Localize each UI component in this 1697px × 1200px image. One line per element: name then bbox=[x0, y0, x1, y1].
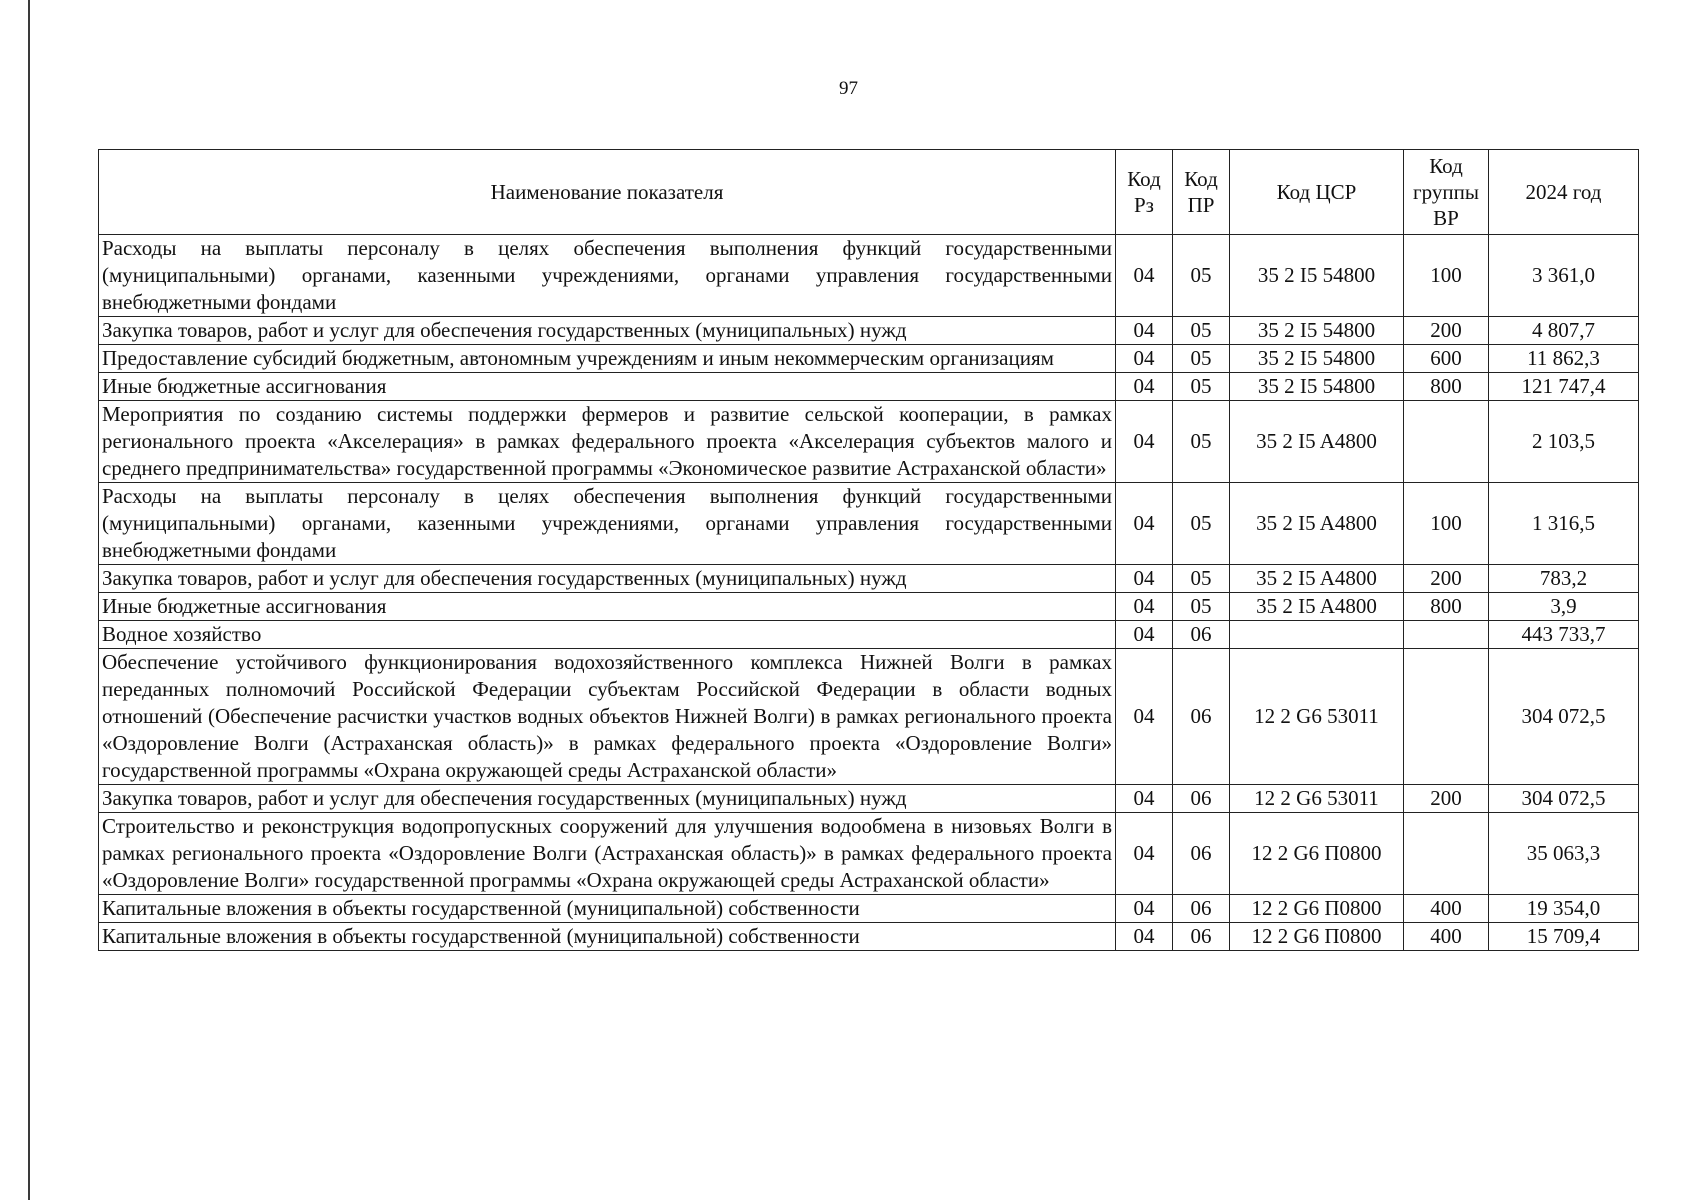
amount-2024: 15 709,4 bbox=[1489, 923, 1639, 951]
code-rz: 04 bbox=[1116, 565, 1173, 593]
code-vr: 200 bbox=[1404, 317, 1489, 345]
code-vr: 800 bbox=[1404, 373, 1489, 401]
code-pr: 05 bbox=[1173, 317, 1230, 345]
header-pr: Код ПР bbox=[1173, 150, 1230, 235]
amount-2024: 1 316,5 bbox=[1489, 483, 1639, 565]
code-csr: 35 2 I5 A4800 bbox=[1230, 593, 1404, 621]
code-vr: 200 bbox=[1404, 565, 1489, 593]
code-csr: 35 2 I5 54800 bbox=[1230, 373, 1404, 401]
code-csr: 35 2 I5 A4800 bbox=[1230, 483, 1404, 565]
indicator-name: Водное хозяйство bbox=[99, 621, 1116, 649]
code-rz: 04 bbox=[1116, 785, 1173, 813]
code-vr bbox=[1404, 621, 1489, 649]
code-pr: 06 bbox=[1173, 923, 1230, 951]
code-rz: 04 bbox=[1116, 373, 1173, 401]
indicator-name: Строительство и реконструкция водопропускных сооружений для улучшения водообмена в низовьях Волги в рамках регионального проекта «Оздоровление Волги (Астраханская область)» в рамках федерального проекта «Оздоровление Волги» государственной программы «Охрана окружающей среды Астраханской области» bbox=[99, 813, 1116, 895]
indicator-name: Мероприятия по созданию системы поддержки фермеров и развитие сельской кооперации, в рамках регионального проекта «Акселерация» в рамках федерального проекта «Акселерация субъектов малого и среднего предпринимательства» государственной программы «Экономическое развитие Астраханской области» bbox=[99, 401, 1116, 483]
code-vr bbox=[1404, 649, 1489, 785]
code-vr: 200 bbox=[1404, 785, 1489, 813]
code-csr: 35 2 I5 A4800 bbox=[1230, 565, 1404, 593]
amount-2024: 3,9 bbox=[1489, 593, 1639, 621]
table-row bbox=[99, 895, 1639, 923]
code-csr bbox=[1230, 621, 1404, 649]
header-name: Наименование показателя bbox=[99, 150, 1116, 235]
table-row bbox=[99, 813, 1639, 895]
code-pr: 06 bbox=[1173, 813, 1230, 895]
table-row bbox=[99, 345, 1639, 373]
header-rz: Код Рз bbox=[1116, 150, 1173, 235]
code-rz: 04 bbox=[1116, 593, 1173, 621]
indicator-name: Расходы на выплаты персоналу в целях обеспечения выполнения функций государственными (муниципальными) органами, казенными учреждениями, органами управления государственными внебюджетными фондами bbox=[99, 235, 1116, 317]
amount-2024: 2 103,5 bbox=[1489, 401, 1639, 483]
code-vr: 400 bbox=[1404, 895, 1489, 923]
code-pr: 06 bbox=[1173, 621, 1230, 649]
amount-2024: 4 807,7 bbox=[1489, 317, 1639, 345]
code-pr: 06 bbox=[1173, 895, 1230, 923]
code-vr: 100 bbox=[1404, 483, 1489, 565]
amount-2024: 19 354,0 bbox=[1489, 895, 1639, 923]
code-rz: 04 bbox=[1116, 317, 1173, 345]
indicator-name: Расходы на выплаты персоналу в целях обеспечения выполнения функций государственными (муниципальными) органами, казенными учреждениями, органами управления государственными внебюджетными фондами bbox=[99, 483, 1116, 565]
code-pr: 06 bbox=[1173, 649, 1230, 785]
amount-2024: 3 361,0 bbox=[1489, 235, 1639, 317]
code-csr: 35 2 I5 54800 bbox=[1230, 317, 1404, 345]
amount-2024: 443 733,7 bbox=[1489, 621, 1639, 649]
code-vr bbox=[1404, 401, 1489, 483]
code-rz: 04 bbox=[1116, 813, 1173, 895]
code-rz: 04 bbox=[1116, 895, 1173, 923]
code-pr: 05 bbox=[1173, 593, 1230, 621]
header-year: 2024 год bbox=[1489, 150, 1639, 235]
header-row bbox=[99, 150, 1639, 235]
table-row bbox=[99, 401, 1639, 483]
code-csr: 12 2 G6 П0800 bbox=[1230, 923, 1404, 951]
indicator-name: Иные бюджетные ассигнования bbox=[99, 593, 1116, 621]
code-pr: 05 bbox=[1173, 235, 1230, 317]
code-rz: 04 bbox=[1116, 923, 1173, 951]
code-csr: 35 2 I5 54800 bbox=[1230, 345, 1404, 373]
code-pr: 05 bbox=[1173, 565, 1230, 593]
indicator-name: Закупка товаров, работ и услуг для обеспечения государственных (муниципальных) нужд bbox=[99, 317, 1116, 345]
code-rz: 04 bbox=[1116, 621, 1173, 649]
code-rz: 04 bbox=[1116, 401, 1173, 483]
code-vr: 400 bbox=[1404, 923, 1489, 951]
indicator-name: Закупка товаров, работ и услуг для обеспечения государственных (муниципальных) нужд bbox=[99, 565, 1116, 593]
code-pr: 05 bbox=[1173, 401, 1230, 483]
code-rz: 04 bbox=[1116, 345, 1173, 373]
code-csr: 35 2 I5 A4800 bbox=[1230, 401, 1404, 483]
code-vr: 800 bbox=[1404, 593, 1489, 621]
amount-2024: 783,2 bbox=[1489, 565, 1639, 593]
page-number: 97 bbox=[839, 78, 858, 99]
code-pr: 05 bbox=[1173, 345, 1230, 373]
code-csr: 12 2 G6 П0800 bbox=[1230, 895, 1404, 923]
code-vr: 600 bbox=[1404, 345, 1489, 373]
table-row bbox=[99, 235, 1639, 317]
amount-2024: 304 072,5 bbox=[1489, 785, 1639, 813]
amount-2024: 35 063,3 bbox=[1489, 813, 1639, 895]
budget-table bbox=[98, 149, 1639, 951]
indicator-name: Закупка товаров, работ и услуг для обеспечения государственных (муниципальных) нужд bbox=[99, 785, 1116, 813]
code-csr: 12 2 G6 П0800 bbox=[1230, 813, 1404, 895]
code-rz: 04 bbox=[1116, 649, 1173, 785]
table-header bbox=[99, 150, 1639, 235]
table-row bbox=[99, 565, 1639, 593]
amount-2024: 11 862,3 bbox=[1489, 345, 1639, 373]
table-row bbox=[99, 483, 1639, 565]
table-row bbox=[99, 649, 1639, 785]
code-vr bbox=[1404, 813, 1489, 895]
code-rz: 04 bbox=[1116, 483, 1173, 565]
amount-2024: 304 072,5 bbox=[1489, 649, 1639, 785]
indicator-name: Предоставление субсидий бюджетным, автономным учреждениям и иным некоммерческим организациям bbox=[99, 345, 1116, 373]
table-row bbox=[99, 621, 1639, 649]
code-vr: 100 bbox=[1404, 235, 1489, 317]
code-csr: 12 2 G6 53011 bbox=[1230, 649, 1404, 785]
code-pr: 05 bbox=[1173, 483, 1230, 565]
code-rz: 04 bbox=[1116, 235, 1173, 317]
indicator-name: Иные бюджетные ассигнования bbox=[99, 373, 1116, 401]
code-csr: 35 2 I5 54800 bbox=[1230, 235, 1404, 317]
table-row bbox=[99, 593, 1639, 621]
table-body bbox=[99, 235, 1639, 951]
indicator-name: Капитальные вложения в объекты государственной (муниципальной) собственности bbox=[99, 895, 1116, 923]
code-pr: 06 bbox=[1173, 785, 1230, 813]
table-row bbox=[99, 373, 1639, 401]
table-row bbox=[99, 785, 1639, 813]
indicator-name: Обеспечение устойчивого функционирования водохозяйственного комплекса Нижней Волги в рамках переданных полномочий Российской Федерации субъектам Российской Федерации в области водных отношений (Обеспечение расчистки участков водных объектов Нижней Волги) в рамках регионального проекта «Оздоровление Волги (Астраханская область)» в рамках федерального проекта «Оздоровление Волги» государственной программы «Охрана окружающей среды Астраханской области» bbox=[99, 649, 1116, 785]
amount-2024: 121 747,4 bbox=[1489, 373, 1639, 401]
header-csr: Код ЦСР bbox=[1230, 150, 1404, 235]
code-pr: 05 bbox=[1173, 373, 1230, 401]
indicator-name: Капитальные вложения в объекты государственной (муниципальной) собственности bbox=[99, 923, 1116, 951]
header-vr: Код группы ВР bbox=[1404, 150, 1489, 235]
table-row bbox=[99, 923, 1639, 951]
code-csr: 12 2 G6 53011 bbox=[1230, 785, 1404, 813]
table-row bbox=[99, 317, 1639, 345]
binding-margin-line bbox=[28, 0, 30, 1200]
